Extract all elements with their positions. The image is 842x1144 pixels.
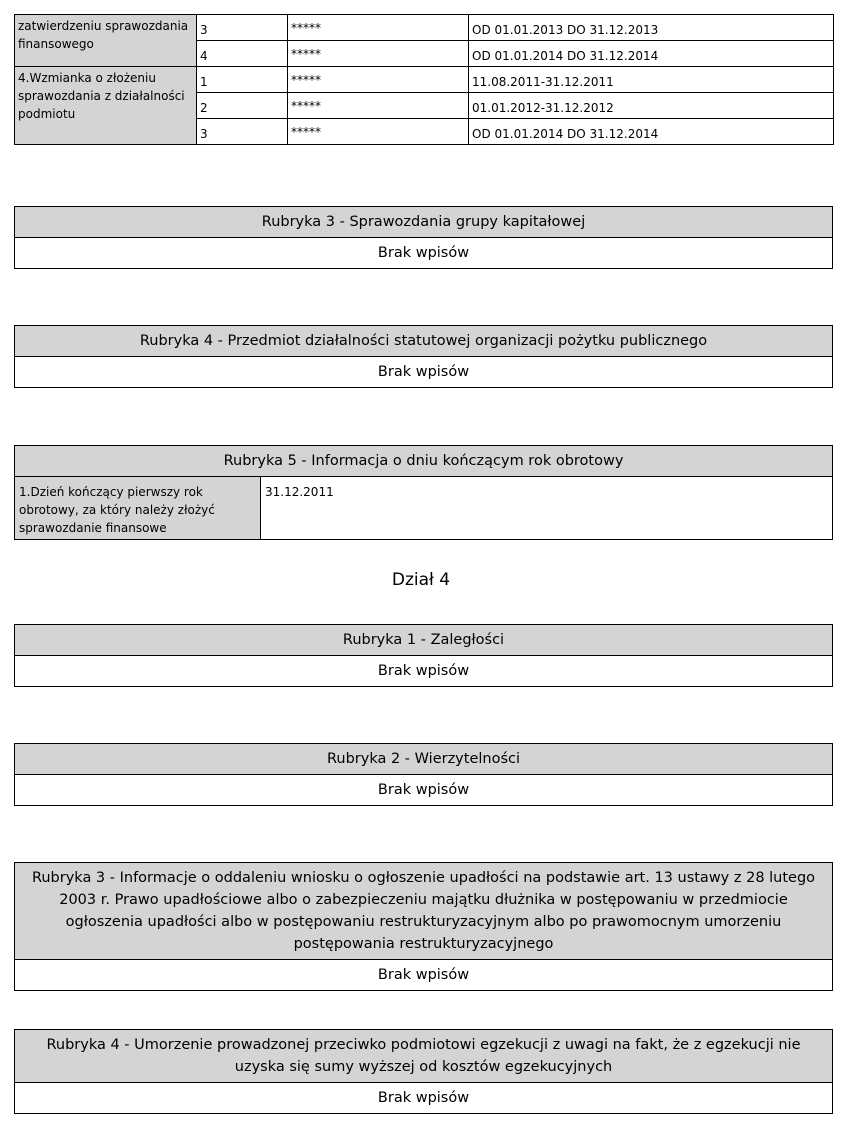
section-rubryka-5 (14, 445, 833, 540)
entry-number: 3 (197, 119, 288, 145)
table-row (15, 15, 834, 41)
financial-report-table (14, 14, 834, 145)
entry-value: 01.01.2012-31.12.2012 (469, 93, 834, 119)
row-label: 4.Wzmianka o złożeniu sprawozdania z działalności podmiotu (15, 67, 197, 145)
row-value: 31.12.2011 (265, 485, 334, 499)
entry-number: 1 (197, 67, 288, 93)
section-dzial4-rubryka-3 (14, 862, 833, 991)
division-heading: Dział 4 (391, 570, 451, 590)
entry-number: 2 (197, 93, 288, 119)
section-dzial4-rubryka-1 (14, 624, 833, 687)
section-title: Rubryka 1 - Zaległości (15, 625, 832, 656)
section-body: Brak wpisów (377, 1090, 470, 1106)
section-body: Brak wpisów (377, 663, 470, 679)
masked-value: ***** (288, 41, 469, 67)
section-body: Brak wpisów (377, 967, 470, 983)
section-rubryka-4 (14, 325, 833, 388)
entry-number: 3 (197, 15, 288, 41)
masked-value: ***** (288, 15, 469, 41)
entry-value: OD 01.01.2014 DO 31.12.2014 (469, 41, 834, 67)
section-title: Rubryka 3 - Sprawozdania grupy kapitałowej (15, 207, 832, 238)
row-label: zatwierdzeniu sprawozdania finansowego (15, 15, 197, 67)
section-dzial4-rubryka-2 (14, 743, 833, 806)
section-title: Rubryka 2 - Wierzytelności (15, 744, 832, 775)
entry-value: 11.08.2011-31.12.2011 (469, 67, 834, 93)
section-body: Brak wpisów (377, 782, 470, 798)
masked-value: ***** (288, 119, 469, 145)
entry-value: OD 01.01.2013 DO 31.12.2013 (469, 15, 834, 41)
section-dzial4-rubryka-4 (14, 1029, 833, 1114)
section-body: Brak wpisów (377, 364, 470, 380)
section-title: Rubryka 4 - Umorzenie prowadzonej przeciwko podmiotowi egzekucji z uwagi na fakt, że z egzekucji nie uzyska się sumy wyższej od kosztów egzekucyjnych (15, 1030, 832, 1083)
section-body: Brak wpisów (377, 245, 470, 261)
table-row (15, 477, 832, 539)
masked-value: ***** (288, 93, 469, 119)
section-title: Rubryka 5 - Informacja o dniu kończącym rok obrotowy (15, 446, 832, 477)
entry-value: OD 01.01.2014 DO 31.12.2014 (469, 119, 834, 145)
row-label: 1.Dzień kończący pierwszy rok obrotowy, za który należy złożyć sprawozdanie finansowe (15, 477, 261, 539)
section-rubryka-3 (14, 206, 833, 269)
masked-value: ***** (288, 67, 469, 93)
section-title: Rubryka 4 - Przedmiot działalności statutowej organizacji pożytku publicznego (15, 326, 832, 357)
entry-number: 4 (197, 41, 288, 67)
table-row (15, 67, 834, 93)
section-title: Rubryka 3 - Informacje o oddaleniu wniosku o ogłoszenie upadłości na podstawie art. 13 ustawy z 28 lutego 2003 r. Prawo upadłościowe albo o zabezpieczeniu majątku dłużnika w postępowaniu w przedmiocie ogłoszenia upadłości albo w postępowaniu restrukturyzacyjnym albo po prawomocnym umorzeniu postępowania restrukturyzacyjnego (15, 863, 832, 960)
